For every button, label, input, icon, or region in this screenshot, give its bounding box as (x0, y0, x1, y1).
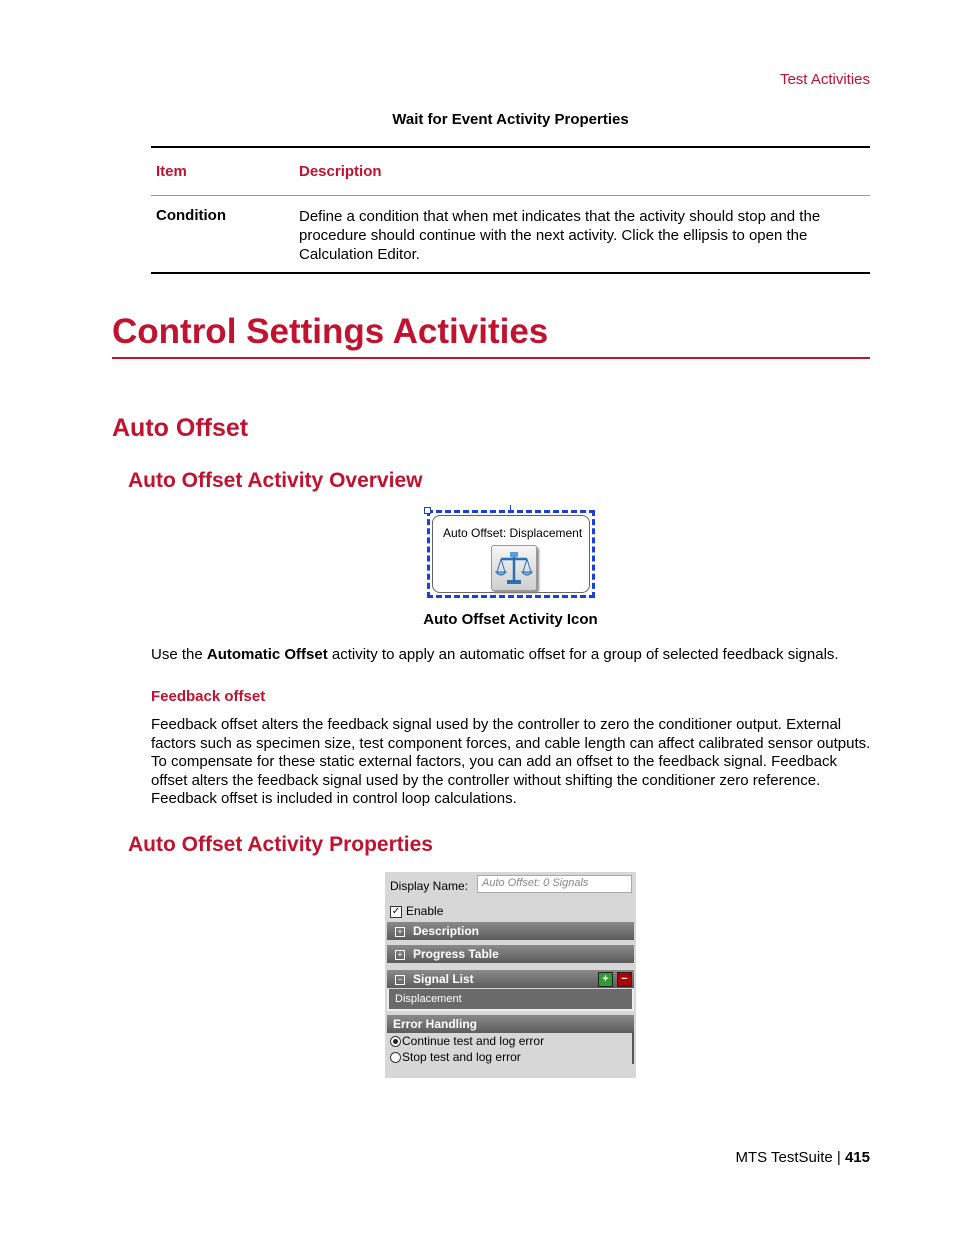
intro-bold-term: Automatic Offset (206, 646, 328, 663)
auto-offset-activity-icon[interactable] (427, 510, 595, 598)
progress-table-section-bar[interactable] (387, 945, 634, 963)
signal-list-section-bar[interactable] (387, 970, 634, 988)
continue-option-label: Continue test and log error (402, 1034, 545, 1048)
enable-label: Enable (406, 904, 444, 918)
stop-option-label: Stop test and log error (402, 1050, 521, 1064)
signal-list-item[interactable]: Displacement (387, 989, 634, 1011)
continue-radio[interactable] (390, 1036, 401, 1047)
selection-handle[interactable] (424, 507, 431, 514)
table-cell-item: Condition (156, 207, 226, 224)
signal-list-bar-label: Signal List (413, 972, 474, 986)
description-bar-label: Description (413, 924, 480, 938)
table-row (151, 196, 870, 272)
table-header-row (151, 148, 870, 196)
activity-label: Auto Offset: Displacement (443, 526, 583, 540)
stop-radio[interactable] (390, 1052, 401, 1063)
column-header-description: Description (299, 163, 382, 180)
intro-paragraph (151, 646, 876, 665)
expand-plus-icon[interactable]: + (395, 950, 405, 960)
intro-prefix: Use the (151, 646, 207, 663)
display-name-label: Display Name: (390, 879, 469, 893)
auto-offset-properties-panel (385, 872, 636, 1078)
error-handling-section-bar: Error Handling (387, 1015, 634, 1033)
activity-frame (432, 515, 590, 593)
section-heading: Auto Offset (112, 414, 249, 442)
expand-plus-icon[interactable]: + (395, 927, 405, 937)
feedback-offset-paragraph: Feedback offset alters the feedback signal used by the controller to zero the conditioner output. External factors such as specimen size, test component forces, and cable length can affect calibrated sensor outputs. To compensate for these static external factors, you can add an offset to the feedback signal. Feedback offset alters the feedback signal used by the controller without shifting the conditioner zero reference. Feedback offset is included in control loop calculations. (151, 716, 871, 808)
column-header-item: Item (156, 163, 187, 180)
description-section-bar[interactable] (387, 922, 634, 940)
enable-checkbox[interactable]: ✓ (391, 906, 401, 917)
wait-event-properties-table (151, 146, 870, 274)
table-caption: Wait for Event Activity Properties (392, 111, 629, 128)
progress-table-bar-label: Progress Table (413, 947, 499, 961)
balance-scale-icon (491, 545, 537, 591)
footer-product: MTS TestSuite (735, 1149, 833, 1166)
page-footer (735, 1149, 870, 1166)
overview-heading: Auto Offset Activity Overview (128, 469, 423, 492)
figure-caption: Auto Offset Activity Icon (423, 611, 598, 628)
title-rule (112, 357, 870, 359)
connector-line (510, 505, 511, 511)
table-cell-description: Define a condition that when met indicates that the activity should stop and the procedure should continue with the next activity. Click the ellipsis to open the Calculation Editor. (299, 208, 821, 263)
display-name-input[interactable]: Auto Offset: 0 Signals (477, 875, 632, 893)
properties-heading: Auto Offset Activity Properties (128, 833, 433, 856)
feedback-offset-heading: Feedback offset (151, 688, 266, 705)
page-number: 415 (844, 1149, 870, 1166)
header-section-link[interactable]: Test Activities (779, 71, 870, 88)
collapse-minus-icon[interactable]: − (395, 975, 405, 985)
intro-suffix: activity to apply an automatic offset for a group of selected feedback signals. (327, 646, 839, 663)
remove-signal-button[interactable]: − (617, 972, 632, 987)
footer-separator: | (832, 1149, 845, 1166)
page-title: Control Settings Activities (112, 312, 549, 351)
add-signal-button[interactable]: + (598, 972, 613, 987)
